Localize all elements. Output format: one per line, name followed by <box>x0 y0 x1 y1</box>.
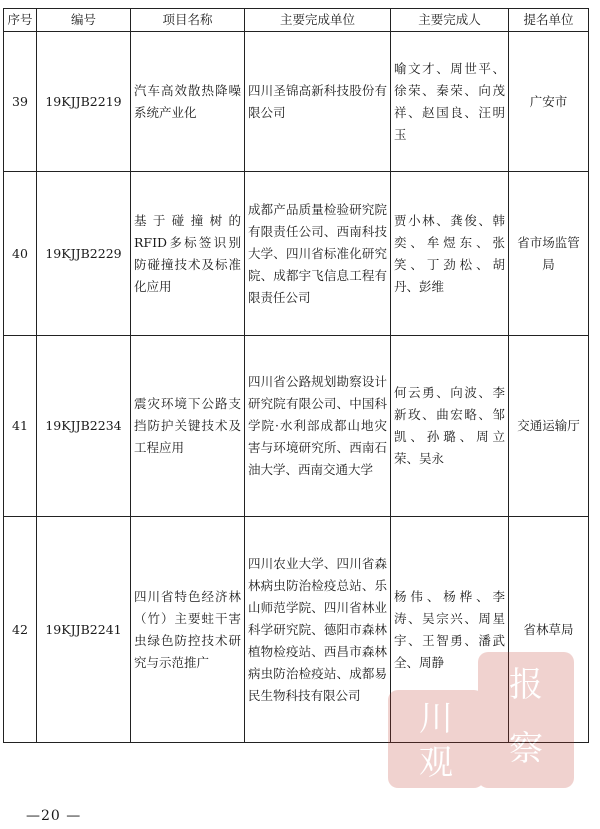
table-row <box>4 172 589 336</box>
header-main-people: 主要完成人 <box>391 9 509 32</box>
cell-nominator: 交通运输厅 <box>509 336 589 517</box>
cell-main-people: 何云勇、向波、李新玫、曲宏略、邹凯、孙璐、周立荣、吴永 <box>391 336 509 517</box>
cell-main-people: 杨伟、杨桦、李涛、吴宗兴、周星宇、王智勇、潘武全、周静 <box>391 517 509 743</box>
watermark-logo <box>386 650 576 790</box>
table-row <box>4 336 589 517</box>
cell-main-units: 四川省公路规划勘察设计研究院有限公司、中国科学院·水利部成都山地灾害与环境研究所、西南石油大学、西南交通大学 <box>245 336 391 517</box>
cell-code: 19KJJB2234 <box>37 336 131 517</box>
header-code: 编号 <box>37 9 131 32</box>
cell-nominator: 省市场监管局 <box>509 172 589 336</box>
header-serial: 序号 <box>4 9 37 32</box>
cell-nominator: 省林草局 <box>509 517 589 743</box>
cell-serial: 40 <box>4 172 37 336</box>
cell-project-name: 基于碰撞树的RFID多标签识别防碰撞技术及标准化应用 <box>131 172 245 336</box>
cell-code: 19KJJB2219 <box>37 32 131 172</box>
cell-main-people: 贾小林、龚俊、韩奕、牟煜东、张笑、丁劲松、胡丹、彭维 <box>391 172 509 336</box>
cell-main-people: 喻文才、周世平、徐荣、秦荣、向茂祥、赵国良、汪明玉 <box>391 32 509 172</box>
cell-nominator: 广安市 <box>509 32 589 172</box>
cell-serial: 41 <box>4 336 37 517</box>
header-main-units: 主要完成单位 <box>245 9 391 32</box>
page-number: —20 — <box>26 808 82 824</box>
header-nominator: 提名单位 <box>509 9 589 32</box>
table-header-row <box>4 9 589 32</box>
cell-main-units: 四川农业大学、四川省森林病虫防治检疫总站、乐山师范学院、四川省林业科学研究院、德阳市森林植物检疫站、西昌市森林病虫防治检疫站、成都易民生物科技有限公司 <box>245 517 391 743</box>
watermark-char-3: 观 <box>419 743 453 783</box>
cell-serial: 39 <box>4 32 37 172</box>
awards-table <box>3 8 589 743</box>
watermark-char-2: 报 <box>509 665 543 705</box>
watermark-char-1: 川 <box>419 699 453 739</box>
header-project-name: 项目名称 <box>131 9 245 32</box>
table-row <box>4 32 589 172</box>
cell-project-name: 震灾环境下公路支挡防护关键技术及工程应用 <box>131 336 245 517</box>
cell-project-name: 四川省特色经济林（竹）主要蛀干害虫绿色防控技术研究与示范推广 <box>131 517 245 743</box>
cell-main-units: 四川圣锦高新科技股份有限公司 <box>245 32 391 172</box>
cell-code: 19KJJB2241 <box>37 517 131 743</box>
cell-main-units: 成都产品质量检验研究院有限责任公司、西南科技大学、四川省标准化研究院、成都宇飞信息工程有限责任公司 <box>245 172 391 336</box>
watermark-char-4: 察 <box>509 729 543 769</box>
cell-project-name: 汽车高效散热降噪系统产业化 <box>131 32 245 172</box>
cell-serial: 42 <box>4 517 37 743</box>
cell-code: 19KJJB2229 <box>37 172 131 336</box>
